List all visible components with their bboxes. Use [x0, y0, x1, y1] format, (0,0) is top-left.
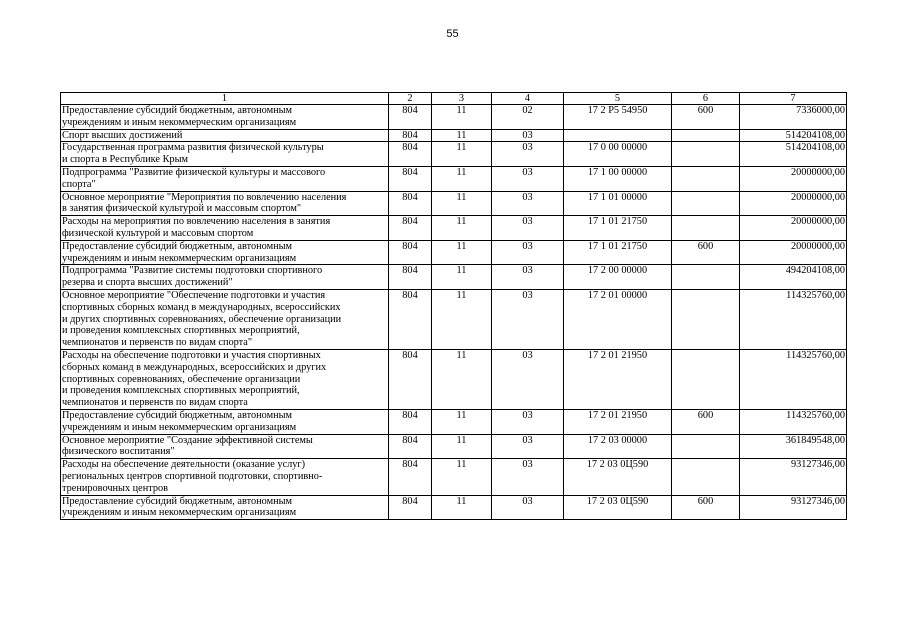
cell-amount: 361849548,00	[740, 434, 847, 459]
cell-pr: 03	[492, 434, 564, 459]
table-row	[61, 495, 847, 520]
cell-csr: 17 1 00 00000	[564, 166, 672, 191]
cell-vr	[672, 142, 740, 167]
cell-rz: 11	[432, 289, 492, 349]
cell-pr: 03	[492, 191, 564, 216]
cell-pr: 03	[492, 349, 564, 409]
table-row	[61, 142, 847, 167]
cell-amount: 114325760,00	[740, 409, 847, 434]
cell-vr	[672, 289, 740, 349]
cell-rz: 11	[432, 166, 492, 191]
cell-vr	[672, 459, 740, 495]
table-row	[61, 409, 847, 434]
cell-vr	[672, 434, 740, 459]
col-header: 2	[389, 93, 432, 105]
cell-rz: 11	[432, 349, 492, 409]
cell-rz: 11	[432, 495, 492, 520]
cell-glav: 804	[389, 409, 432, 434]
cell-pr: 03	[492, 409, 564, 434]
cell-name: Подпрограмма "Развитие физической культуры и массового спорта"	[61, 166, 389, 191]
cell-glav: 804	[389, 129, 432, 142]
cell-amount: 7336000,00	[740, 105, 847, 130]
col-header: 6	[672, 93, 740, 105]
table-row	[61, 105, 847, 130]
header-row	[61, 93, 847, 105]
cell-amount: 494204108,00	[740, 265, 847, 290]
table-row	[61, 216, 847, 241]
cell-name: Расходы на мероприятия по вовлечению населения в занятия физической культурой и массовым спортом	[61, 216, 389, 241]
cell-pr: 02	[492, 105, 564, 130]
cell-name: Основное мероприятие "Мероприятия по вовлечению населения в занятия физической культурой и массовым спортом"	[61, 191, 389, 216]
cell-csr: 17 1 01 21750	[564, 240, 672, 265]
cell-name: Государственная программа развития физической культуры и спорта в Республике Крым	[61, 142, 389, 167]
cell-pr: 03	[492, 495, 564, 520]
cell-name: Спорт высших достижений	[61, 129, 389, 142]
cell-pr: 03	[492, 459, 564, 495]
cell-name: Предоставление субсидий бюджетным, автономным учреждениям и иным некоммерческим организациям	[61, 495, 389, 520]
cell-vr	[672, 216, 740, 241]
cell-pr: 03	[492, 265, 564, 290]
cell-name: Основное мероприятие "Обеспечение подготовки и участия спортивных сборных команд в международных, всероссийских и других спортивных соревнованиях, обеспечение организации и проведения комплексных спортивных мероприятий, чемпионатов и первенств по видам спорта"	[61, 289, 389, 349]
budget-table	[60, 92, 847, 520]
col-header: 7	[740, 93, 847, 105]
cell-csr: 17 2 Р5 54950	[564, 105, 672, 130]
col-header: 1	[61, 93, 389, 105]
col-header: 4	[492, 93, 564, 105]
cell-glav: 804	[389, 459, 432, 495]
cell-csr: 17 2 03 00000	[564, 434, 672, 459]
cell-vr: 600	[672, 409, 740, 434]
cell-csr: 17 0 00 00000	[564, 142, 672, 167]
cell-pr: 03	[492, 216, 564, 241]
cell-glav: 804	[389, 265, 432, 290]
cell-rz: 11	[432, 191, 492, 216]
cell-glav: 804	[389, 191, 432, 216]
cell-name: Расходы на обеспечение деятельности (оказание услуг) региональных центров спортивной подготовки, спортивно- тренировочных центров	[61, 459, 389, 495]
cell-vr: 600	[672, 105, 740, 130]
table-row	[61, 289, 847, 349]
col-header: 5	[564, 93, 672, 105]
cell-csr	[564, 129, 672, 142]
cell-amount: 20000000,00	[740, 240, 847, 265]
cell-name: Основное мероприятие "Создание эффективной системы физического воспитания"	[61, 434, 389, 459]
cell-rz: 11	[432, 216, 492, 241]
cell-pr: 03	[492, 166, 564, 191]
table-row	[61, 349, 847, 409]
cell-name: Предоставление субсидий бюджетным, автономным учреждениям и иным некоммерческим организациям	[61, 105, 389, 130]
cell-name: Расходы на обеспечение подготовки и участия спортивных сборных команд в международных, всероссийских и других спортивных соревнованиях, обеспечение организации и проведения комплексных спортивных мероприятий, чемпионатов и первенств по видам спорта	[61, 349, 389, 409]
cell-pr: 03	[492, 142, 564, 167]
cell-vr	[672, 166, 740, 191]
table-row	[61, 459, 847, 495]
cell-amount: 20000000,00	[740, 216, 847, 241]
cell-csr: 17 2 03 0Ц590	[564, 495, 672, 520]
cell-amount: 114325760,00	[740, 289, 847, 349]
cell-glav: 804	[389, 166, 432, 191]
cell-rz: 11	[432, 105, 492, 130]
table-row	[61, 166, 847, 191]
cell-amount: 114325760,00	[740, 349, 847, 409]
cell-rz: 11	[432, 409, 492, 434]
table-row	[61, 265, 847, 290]
cell-vr: 600	[672, 495, 740, 520]
table-row	[61, 240, 847, 265]
cell-glav: 804	[389, 434, 432, 459]
cell-rz: 11	[432, 129, 492, 142]
cell-vr	[672, 349, 740, 409]
cell-csr: 17 2 01 00000	[564, 289, 672, 349]
table-row	[61, 191, 847, 216]
cell-amount: 93127346,00	[740, 459, 847, 495]
cell-rz: 11	[432, 265, 492, 290]
cell-glav: 804	[389, 240, 432, 265]
cell-csr: 17 2 00 00000	[564, 265, 672, 290]
cell-name: Подпрограмма "Развитие системы подготовки спортивного резерва и спорта высших достижений"	[61, 265, 389, 290]
cell-pr: 03	[492, 129, 564, 142]
cell-amount: 20000000,00	[740, 166, 847, 191]
cell-glav: 804	[389, 349, 432, 409]
cell-csr: 17 2 03 0Ц590	[564, 459, 672, 495]
cell-csr: 17 1 01 21750	[564, 216, 672, 241]
cell-glav: 804	[389, 216, 432, 241]
cell-glav: 804	[389, 105, 432, 130]
cell-vr	[672, 191, 740, 216]
page-number: 55	[446, 28, 459, 40]
cell-amount: 20000000,00	[740, 191, 847, 216]
cell-csr: 17 2 01 21950	[564, 409, 672, 434]
cell-rz: 11	[432, 459, 492, 495]
cell-rz: 11	[432, 434, 492, 459]
cell-rz: 11	[432, 240, 492, 265]
cell-amount: 514204108,00	[740, 129, 847, 142]
cell-amount: 514204108,00	[740, 142, 847, 167]
cell-glav: 804	[389, 289, 432, 349]
cell-vr	[672, 265, 740, 290]
cell-pr: 03	[492, 240, 564, 265]
table-row	[61, 434, 847, 459]
cell-name: Предоставление субсидий бюджетным, автономным учреждениям и иным некоммерческим организациям	[61, 240, 389, 265]
cell-glav: 804	[389, 495, 432, 520]
cell-amount: 93127346,00	[740, 495, 847, 520]
table-body	[61, 105, 847, 520]
cell-name: Предоставление субсидий бюджетным, автономным учреждениям и иным некоммерческим организациям	[61, 409, 389, 434]
cell-rz: 11	[432, 142, 492, 167]
cell-vr: 600	[672, 240, 740, 265]
cell-csr: 17 1 01 00000	[564, 191, 672, 216]
cell-vr	[672, 129, 740, 142]
cell-csr: 17 2 01 21950	[564, 349, 672, 409]
col-header: 3	[432, 93, 492, 105]
cell-pr: 03	[492, 289, 564, 349]
table-row	[61, 129, 847, 142]
cell-glav: 804	[389, 142, 432, 167]
